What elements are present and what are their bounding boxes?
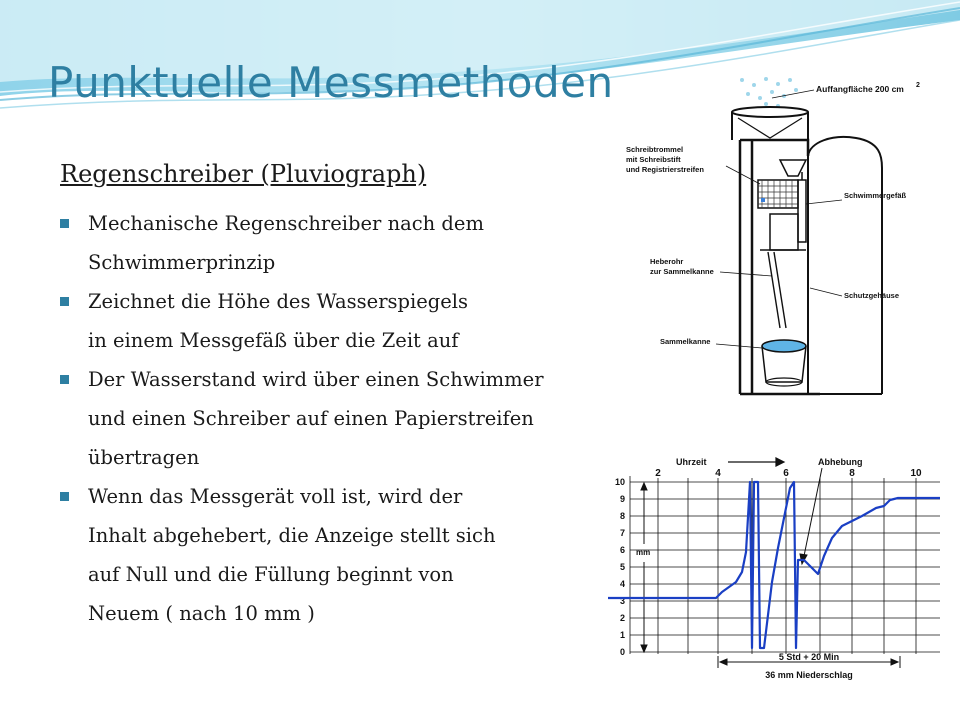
bullet-line: Inhalt abgehebert, die Anzeige stellt sich <box>88 524 496 547</box>
drum-label-line1: Schreibtrommel <box>626 145 684 154</box>
drum-label-line2: mit Schreibstift <box>626 155 681 164</box>
float-vessel-label: Schwimmergefäß <box>844 191 907 200</box>
bullet-line: in einem Messgefäß über die Zeit auf <box>88 329 459 352</box>
y-tick-label: 0 <box>619 647 625 657</box>
housing-label: Schutzgehäuse <box>844 291 900 300</box>
y-tick-label: 10 <box>614 477 625 487</box>
square-bullet-icon <box>60 219 69 228</box>
siphon-label-line1: Heberohr <box>650 257 684 266</box>
bullet-line: Wenn das Messgerät voll ist, wird der <box>88 485 463 508</box>
y-tick-label: 2 <box>619 613 625 623</box>
square-bullet-icon <box>60 492 69 501</box>
x-tick-label: 4 <box>715 468 721 479</box>
siphon-tube-icon <box>768 252 786 328</box>
bullet-line: Schwimmerprinzip <box>88 251 276 274</box>
x-tick-label: 8 <box>849 468 855 479</box>
y-tick-label: 1 <box>619 630 625 640</box>
rain-drops-icon <box>740 77 798 108</box>
bullet-line: und einen Schreiber auf einen Papierstreifen <box>88 407 534 430</box>
total-precip-label: 36 mm Niederschlag <box>765 670 853 680</box>
bullet-line: Mechanische Regenschreiber nach dem <box>88 212 484 235</box>
y-tick-label: 7 <box>619 528 625 538</box>
bullet-line: übertragen <box>88 446 200 469</box>
pluviograph-diagram <box>620 76 960 416</box>
y-tick-label: 6 <box>619 545 625 555</box>
x-tick-label: 2 <box>655 468 661 479</box>
catch-area-superscript: 2 <box>916 82 920 89</box>
bullet-item <box>60 204 670 282</box>
bullet-line: Der Wasserstand wird über einen Schwimmer <box>88 368 544 391</box>
y-tick-label: 9 <box>619 494 625 504</box>
bullet-item <box>60 282 670 360</box>
bullet-item <box>60 360 670 477</box>
collector-label: Sammelkanne <box>660 337 711 346</box>
duration-label: 5 Std + 20 Min <box>778 652 840 662</box>
siphon-event-label: Abhebung <box>818 457 863 467</box>
x-tick-label: 10 <box>910 468 922 479</box>
y-tick-label: 3 <box>619 596 625 606</box>
section-subtitle: Regenschreiber (Pluviograph) <box>60 160 427 188</box>
bullet-line: auf Null und die Füllung beginnt von <box>88 563 454 586</box>
protective-housing <box>808 137 882 394</box>
bullet-line: Zeichnet die Höhe des Wasserspiegels <box>88 290 469 313</box>
page-title: Punktuelle Messmethoden <box>48 58 614 107</box>
catch-area-label: Auffangfläche 200 cm <box>816 84 904 94</box>
square-bullet-icon <box>60 375 69 384</box>
y-tick-label: 5 <box>619 562 625 572</box>
drum-label-line3: und Registrierstreifen <box>626 165 704 174</box>
bullet-list <box>60 204 670 633</box>
y-tick-label: 8 <box>619 511 625 521</box>
bullet-line: Neuem ( nach 10 mm ) <box>88 602 315 625</box>
time-axis-label: Uhrzeit <box>676 457 707 467</box>
rain-recording-graph <box>608 452 952 686</box>
y-tick-label: 4 <box>619 579 625 589</box>
siphon-label-line2: zur Sammelkanne <box>650 267 714 276</box>
x-tick-label: 6 <box>783 468 789 479</box>
recording-drum-icon <box>758 180 798 208</box>
catch-cylinder <box>732 107 808 140</box>
bullet-item <box>60 477 670 633</box>
unit-label: mm <box>636 548 651 557</box>
square-bullet-icon <box>60 297 69 306</box>
collector-can-icon <box>762 340 806 386</box>
